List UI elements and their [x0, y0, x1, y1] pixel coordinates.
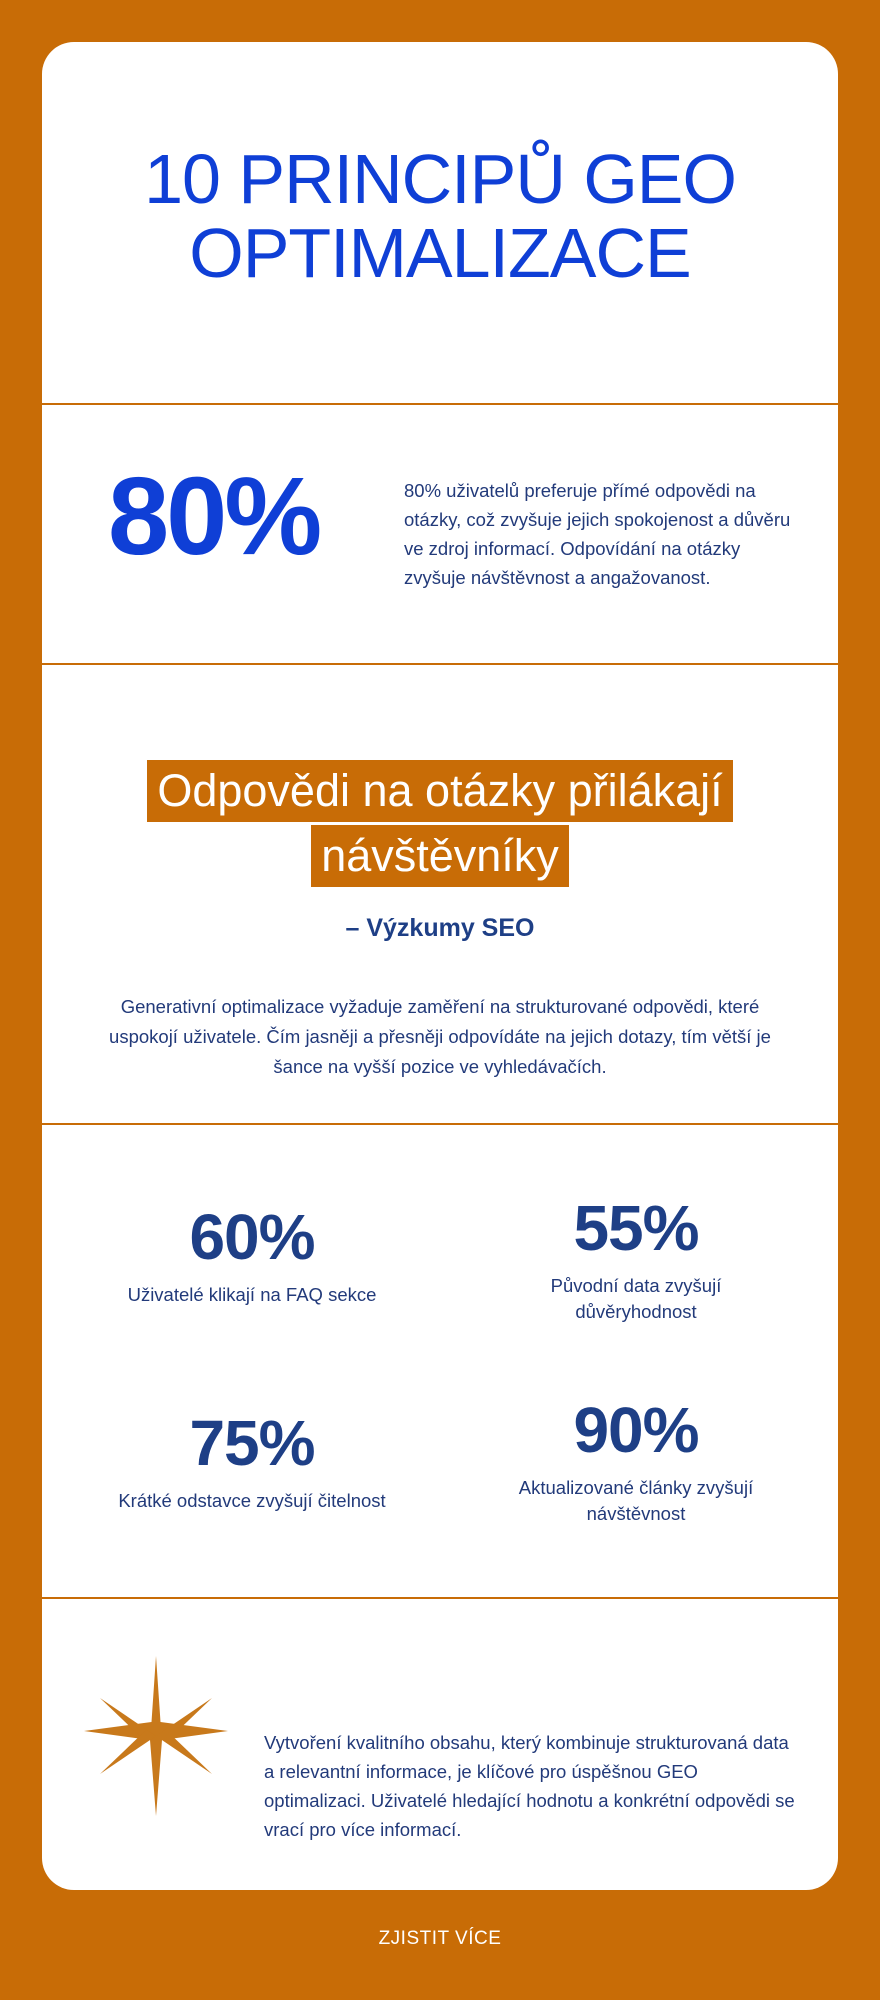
- section-divider: [42, 403, 838, 405]
- learn-more-link[interactable]: ZJISTIT VÍCE: [378, 1928, 502, 1949]
- stat-value: 55%: [573, 1192, 699, 1264]
- stat-label: Krátké odstavce zvyšují čitelnost: [118, 1490, 386, 1511]
- stat-label: Aktualizované články zvyšují návštěvnost: [518, 1477, 754, 1524]
- stat-label: Původní data zvyšují důvěryhodnost: [550, 1275, 722, 1322]
- closing-text: Vytvoření kvalitního obsahu, který kombinuje strukturovaná data a relevantní informace, je klíčové pro úspěšnou GEO optimalizaci. Uživatelé hledající hodnotu a konkrétní odpovědi se vrací pro více informací.: [264, 1732, 795, 1840]
- stat-item: [92, 1202, 412, 1308]
- quote-description: Generativní optimalizace vyžaduje zaměření na strukturované odpovědi, které uspokojí uživatele. Čím jasněji a přesněji odpovídáte na jejich dotazy, tím větší je šance na vyšší pozice ve vyhledávačích.: [109, 996, 771, 1077]
- section-divider: [42, 663, 838, 665]
- stat-item: [476, 1193, 796, 1325]
- section-divider: [42, 1123, 838, 1125]
- stat-value: 60%: [189, 1201, 315, 1273]
- stat-value: 90%: [573, 1394, 699, 1466]
- stat-item: [92, 1408, 412, 1514]
- quote-line-2: návštěvníky: [311, 825, 569, 887]
- section-divider: [42, 1597, 838, 1599]
- infographic-card: [42, 42, 838, 1890]
- stat-item: [476, 1395, 796, 1527]
- page-title: [42, 142, 838, 290]
- title-line-2: OPTIMALIZACE: [189, 214, 691, 292]
- stat-value: 75%: [189, 1407, 315, 1479]
- quote-source: – Výzkumy SEO: [345, 914, 535, 942]
- quote-block: [42, 760, 838, 887]
- star-icon: [84, 1656, 228, 1816]
- quote-line-1: Odpovědi na otázky přilákají: [147, 760, 732, 822]
- highlight-stat-text: 80% uživatelů preferuje přímé odpovědi na otázky, což zvyšuje jejich spokojenost a důvěru ve zdroj informací. Odpovídání na otázky zvyšuje návštěvnost a angažovanost.: [404, 480, 791, 588]
- stat-label: Uživatelé klikají na FAQ sekce: [127, 1284, 377, 1305]
- title-line-1: 10 PRINCIPŮ GEO: [144, 140, 736, 218]
- highlight-stat-value: 80%: [108, 455, 320, 578]
